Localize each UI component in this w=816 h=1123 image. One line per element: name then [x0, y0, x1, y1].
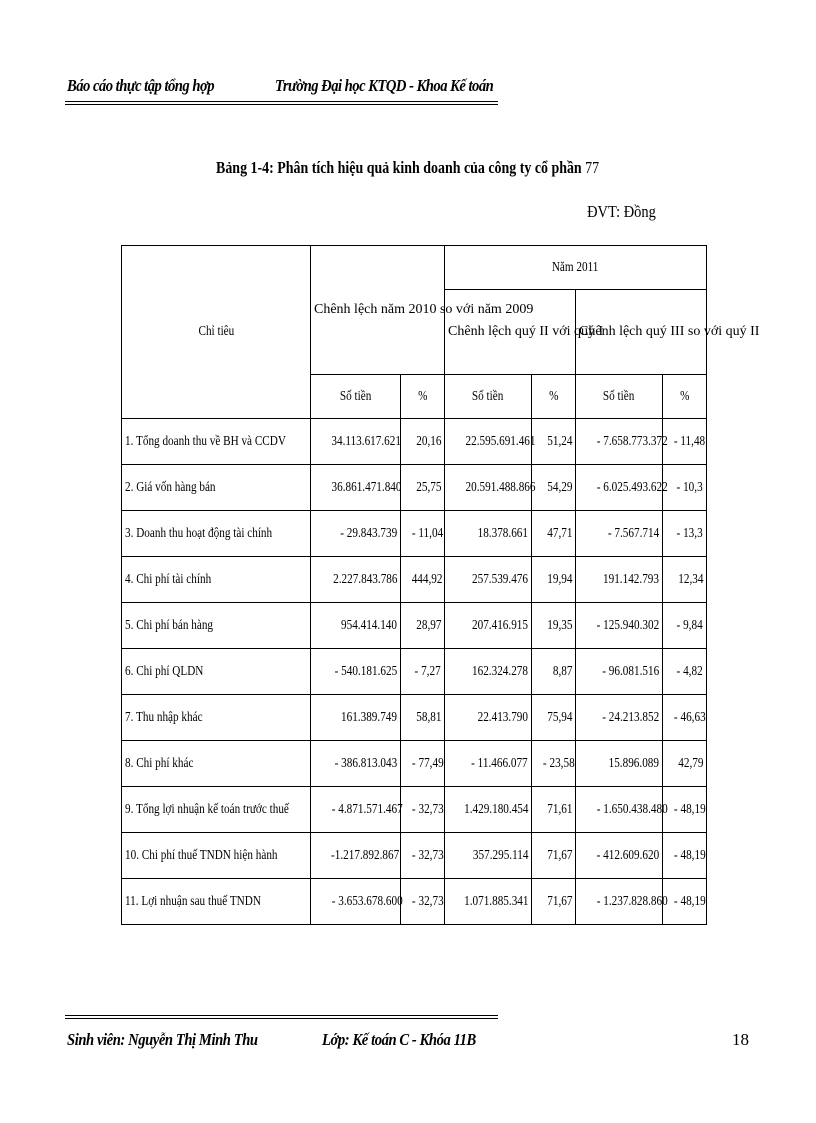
subheader-percent: %: [401, 375, 445, 419]
cell-2010-amount: -1.217.892.867: [311, 833, 401, 879]
cell-q2-amount: - 11.466.077: [445, 741, 532, 787]
cell-q3-percent: 42,79: [663, 741, 707, 787]
table-row: [122, 695, 707, 741]
cell-q3-amount: - 7.658.773.372: [576, 419, 663, 465]
cell-q2-percent: 8,87: [532, 649, 576, 695]
table-row: [122, 511, 707, 557]
cell-q2-amount: 162.324.278: [445, 649, 532, 695]
cell-2010-amount: 2.227.843.786: [311, 557, 401, 603]
cell-2010-percent: 20,16: [401, 419, 445, 465]
cell-q2-percent: 54,29: [532, 465, 576, 511]
table-row: [122, 649, 707, 695]
cell-2010-percent: 28,97: [401, 603, 445, 649]
subheader-amount: Số tiền: [311, 375, 401, 419]
currency-unit: ĐVT: Đồng: [587, 202, 656, 221]
cell-2010-amount: - 386.813.043: [311, 741, 401, 787]
page-footer: [67, 1030, 787, 1060]
cell-2010-amount: 34.113.617.621: [311, 419, 401, 465]
header-q2-vs-q1: Chênh lệch quý II với quý I: [445, 290, 576, 375]
cell-indicator: 2. Giá vốn hàng bán: [122, 465, 311, 511]
cell-q2-percent: 71,67: [532, 833, 576, 879]
cell-q3-amount: 15.896.089: [576, 741, 663, 787]
subheader-percent: %: [532, 375, 576, 419]
footer-rule-top: [65, 1015, 498, 1016]
cell-2010-amount: - 540.181.625: [311, 649, 401, 695]
subheader-amount: Số tiền: [576, 375, 663, 419]
cell-q2-percent: 47,71: [532, 511, 576, 557]
cell-q3-amount: - 24.213.852: [576, 695, 663, 741]
cell-q3-percent: - 48,19: [663, 833, 707, 879]
cell-indicator: 10. Chi phí thuế TNDN hiện hành: [122, 833, 311, 879]
cell-2010-percent: - 32,73: [401, 833, 445, 879]
table-row: [122, 787, 707, 833]
cell-q2-percent: 71,61: [532, 787, 576, 833]
cell-q3-percent: - 4,82: [663, 649, 707, 695]
footer-student: Sinh viên: Nguyễn Thị Minh Thu: [67, 1030, 258, 1049]
table-title-main: Bảng 1-4: Phân tích hiệu quả kinh doanh của công ty cổ phần: [216, 158, 583, 177]
cell-q2-percent: - 23,58: [532, 741, 576, 787]
cell-q2-percent: 71,67: [532, 879, 576, 925]
cell-q2-amount: 18.378.661: [445, 511, 532, 557]
subheader-amount: Số tiền: [445, 375, 532, 419]
cell-indicator: 4. Chi phí tài chính: [122, 557, 311, 603]
footer-class: Lớp: Kế toán C - Khóa 11B: [322, 1030, 476, 1049]
cell-q3-percent: - 46,63: [663, 695, 707, 741]
business-analysis-table: [121, 245, 760, 925]
cell-q3-percent: - 48,19: [663, 879, 707, 925]
cell-q2-amount: 22.413.790: [445, 695, 532, 741]
cell-indicator: 1. Tổng doanh thu về BH và CCDV: [122, 419, 311, 465]
header-q3-vs-q2: Chênh lệch quý III so với quý II: [576, 290, 707, 375]
cell-2010-percent: - 11,04: [401, 511, 445, 557]
cell-q3-amount: - 7.567.714: [576, 511, 663, 557]
cell-2010-amount: 954.414.140: [311, 603, 401, 649]
cell-q2-amount: 20.591.488.866: [445, 465, 532, 511]
cell-q2-percent: 19,94: [532, 557, 576, 603]
cell-q3-amount: - 125.940.302: [576, 603, 663, 649]
cell-q2-amount: 1.071.885.341: [445, 879, 532, 925]
cell-q3-percent: - 10,3: [663, 465, 707, 511]
cell-q3-percent: - 13,3: [663, 511, 707, 557]
cell-q2-amount: 357.295.114: [445, 833, 532, 879]
cell-2010-percent: - 77,49: [401, 741, 445, 787]
header-report-title: Báo cáo thực tập tổng hợp: [67, 76, 215, 95]
header-rule-top: [65, 101, 498, 102]
cell-q3-percent: 12,34: [663, 557, 707, 603]
cell-indicator: 11. Lợi nhuận sau thuế TNDN: [122, 879, 311, 925]
cell-indicator: 5. Chi phí bán hàng: [122, 603, 311, 649]
header-2010-vs-2009: Chênh lệch năm 2010 so với năm 2009: [311, 246, 445, 375]
cell-indicator: 8. Chi phí khác: [122, 741, 311, 787]
cell-2010-amount: 161.389.749: [311, 695, 401, 741]
cell-q2-percent: 19,35: [532, 603, 576, 649]
page-number: 18: [732, 1030, 749, 1049]
cell-2010-percent: - 32,73: [401, 787, 445, 833]
footer-rule-bottom: [65, 1018, 498, 1019]
cell-2010-percent: 58,81: [401, 695, 445, 741]
cell-q3-amount: 191.142.793: [576, 557, 663, 603]
cell-q2-amount: 22.595.691.461: [445, 419, 532, 465]
table-row: [122, 419, 707, 465]
cell-indicator: 9. Tổng lợi nhuận kế toán trước thuế: [122, 787, 311, 833]
cell-q3-amount: - 412.609.620: [576, 833, 663, 879]
subheader-percent: %: [663, 375, 707, 419]
cell-q2-percent: 75,94: [532, 695, 576, 741]
cell-indicator: 3. Doanh thu hoạt động tài chính: [122, 511, 311, 557]
table-row: [122, 879, 707, 925]
cell-2010-percent: - 32,73: [401, 879, 445, 925]
cell-q3-amount: - 6.025.493.622: [576, 465, 663, 511]
table-title-number: 77: [585, 158, 600, 177]
cell-2010-amount: - 29.843.739: [311, 511, 401, 557]
table-row: [122, 741, 707, 787]
table-row: [122, 557, 707, 603]
cell-q2-amount: 257.539.476: [445, 557, 532, 603]
cell-2010-percent: - 7,27: [401, 649, 445, 695]
cell-2010-percent: 25,75: [401, 465, 445, 511]
cell-2010-amount: - 3.653.678.600: [311, 879, 401, 925]
cell-2010-amount: 36.861.471.840: [311, 465, 401, 511]
cell-q3-amount: - 96.081.516: [576, 649, 663, 695]
table-title: [0, 158, 816, 178]
table-row: [122, 833, 707, 879]
table-row: [122, 603, 707, 649]
table-row: [122, 465, 707, 511]
cell-q3-percent: - 9,84: [663, 603, 707, 649]
cell-q2-amount: 1.429.180.454: [445, 787, 532, 833]
cell-q3-percent: - 11,48: [663, 419, 707, 465]
page-header: [67, 72, 497, 112]
header-rule-bottom: [65, 104, 498, 105]
cell-q2-amount: 207.416.915: [445, 603, 532, 649]
header-university: Trường Đại học KTQD - Khoa Kế toán: [275, 76, 494, 95]
cell-q2-percent: 51,24: [532, 419, 576, 465]
cell-2010-percent: 444,92: [401, 557, 445, 603]
header-year-2011: Năm 2011: [445, 246, 707, 290]
header-indicator: Chỉ tiêu: [122, 246, 311, 419]
cell-q3-percent: - 48,19: [663, 787, 707, 833]
cell-indicator: 6. Chi phí QLDN: [122, 649, 311, 695]
cell-indicator: 7. Thu nhập khác: [122, 695, 311, 741]
cell-q3-amount: - 1.237.828.860: [576, 879, 663, 925]
cell-2010-amount: - 4.871.571.467: [311, 787, 401, 833]
cell-q3-amount: - 1.650.438.480: [576, 787, 663, 833]
